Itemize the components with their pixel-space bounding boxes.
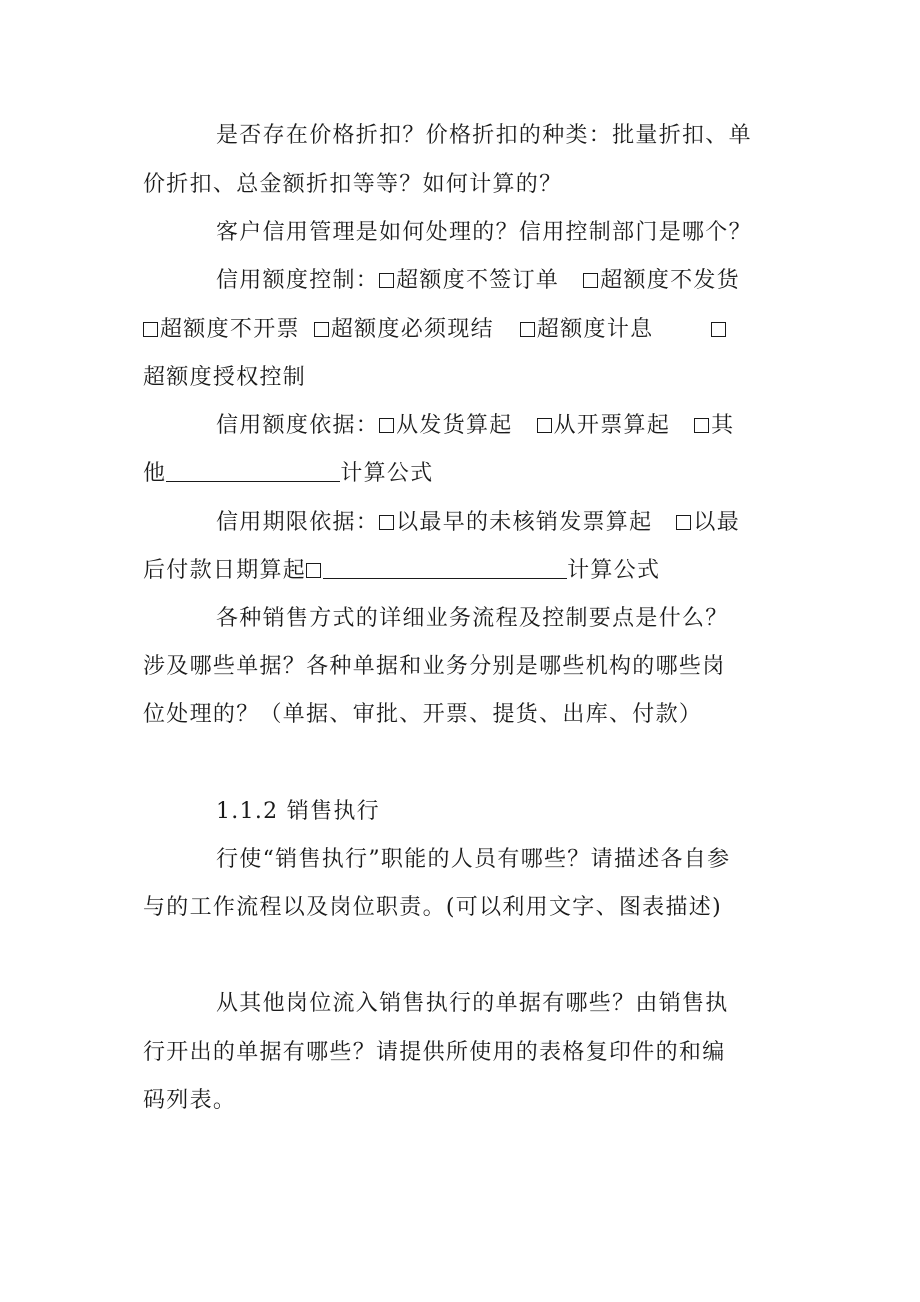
option-label: 从开票算起: [553, 413, 671, 438]
checkbox[interactable]: [537, 418, 552, 433]
option-label: 以最早的未核销发票算起: [396, 510, 653, 535]
option-label: 超额度必须现结: [330, 317, 494, 342]
checkbox[interactable]: [676, 515, 691, 530]
checkbox[interactable]: [306, 563, 321, 578]
fill-in-blank[interactable]: [323, 558, 567, 579]
checkbox[interactable]: [583, 273, 598, 288]
option-label: 其: [711, 413, 735, 438]
paragraph-line: 与的工作流程以及岗位职责。(可以利用文字、图表描述): [143, 895, 722, 920]
option-label: 以最: [693, 510, 741, 535]
paragraph-line: 码列表。: [143, 1088, 237, 1113]
fill-in-blank[interactable]: [166, 461, 340, 482]
option-label: 超额度不发货: [600, 268, 741, 293]
checkbox[interactable]: [711, 322, 726, 337]
checkbox[interactable]: [314, 322, 329, 337]
option-label: 从发货算起: [396, 413, 513, 438]
paragraph-line: 涉及哪些单据？各种单据和业务分别是哪些机构的哪些岗: [143, 654, 726, 679]
checkbox[interactable]: [520, 322, 535, 337]
credit-term-line: [143, 556, 660, 586]
section-heading: 1.1.2 销售执行: [216, 799, 380, 824]
checkbox[interactable]: [143, 322, 158, 337]
option-label: 超额度不签订单: [396, 268, 560, 293]
paragraph-line: 各种销售方式的详细业务流程及控制要点是什么？: [216, 606, 729, 631]
formula-label: 计算公式: [340, 461, 434, 486]
paragraph-line: 从其他岗位流入销售执行的单据有哪些？由销售执: [216, 991, 729, 1016]
formula-label: 计算公式: [567, 558, 661, 583]
credit-limit-control-line: [143, 315, 728, 345]
credit-basis-line: [143, 459, 434, 489]
checkbox[interactable]: [694, 418, 709, 433]
option-label: 超额度不开票: [160, 317, 300, 342]
checkbox[interactable]: [379, 273, 394, 288]
credit-limit-control-line: 超额度授权控制: [143, 365, 307, 390]
checkbox[interactable]: [379, 515, 394, 530]
option-label: 后付款日期算起: [143, 558, 307, 583]
option-label: 他: [143, 461, 167, 486]
paragraph-line: 价折扣、总金额折扣等等？如何计算的？: [143, 172, 563, 197]
label: 信用额度依据：: [216, 413, 380, 438]
paragraph-line: 行开出的单据有哪些？请提供所使用的表格复印件的和编: [143, 1040, 726, 1065]
paragraph-line: 客户信用管理是如何处理的？信用控制部门是哪个？: [216, 220, 752, 245]
checkbox[interactable]: [379, 418, 394, 433]
label: 信用期限依据：: [216, 510, 380, 535]
option-label: 超额度计息: [536, 317, 654, 342]
credit-basis-line: [216, 411, 734, 441]
paragraph-line: 行使“销售执行”职能的人员有哪些？请描述各自参: [216, 847, 731, 872]
paragraph-line: 是否存在价格折扣？价格折扣的种类：批量折扣、单: [216, 123, 752, 148]
label: 信用额度控制：: [216, 268, 380, 293]
credit-limit-control-line: [216, 266, 740, 296]
credit-term-line: [216, 508, 740, 538]
paragraph-line: 位处理的？（单据、审批、开票、提货、出库、付款）: [143, 702, 703, 727]
